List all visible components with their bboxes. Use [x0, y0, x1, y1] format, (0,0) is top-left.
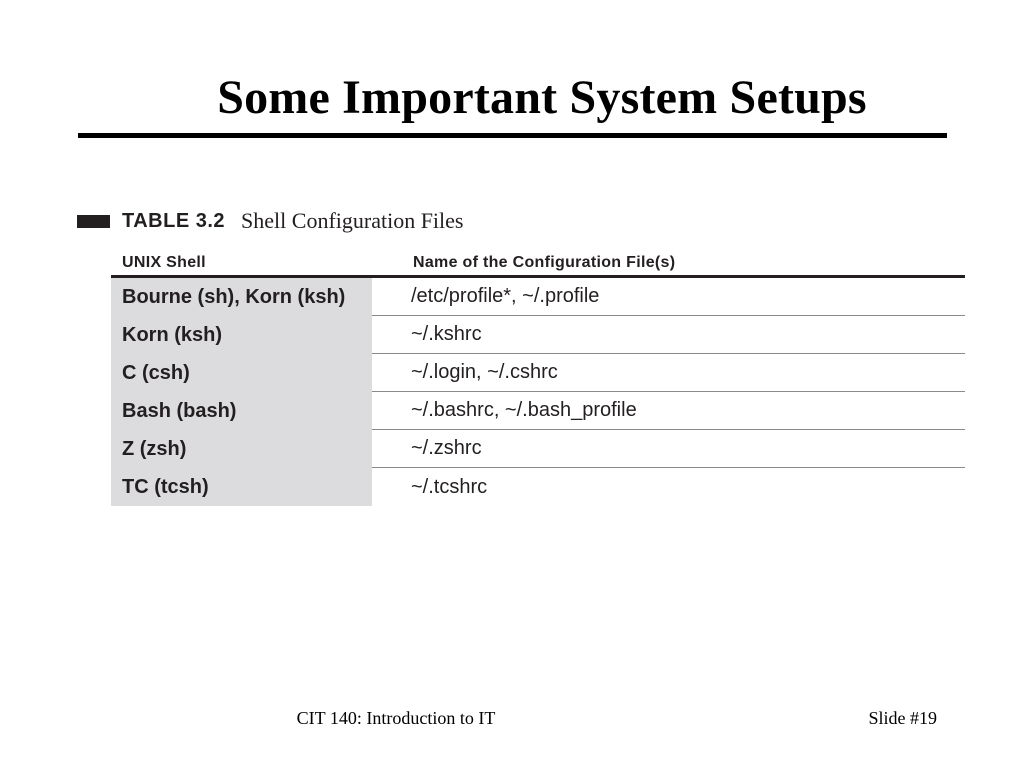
caption-marker [77, 215, 110, 228]
table-caption-text: Shell Configuration Files [241, 208, 464, 233]
table-row [111, 316, 965, 354]
table-row [111, 392, 965, 430]
shell-cell: C (csh) [111, 354, 372, 392]
shell-cell: Bourne (sh), Korn (ksh) [111, 278, 372, 316]
footer-course: CIT 140: Introduction to IT [296, 708, 496, 728]
slide-title: Some Important System Setups [217, 71, 867, 124]
config-file-cell: /etc/profile*, ~/.profile [372, 278, 965, 316]
table-row [111, 430, 965, 468]
table-row [111, 278, 965, 316]
header-unix-shell: UNIX Shell [122, 253, 206, 271]
shell-cell: Z (zsh) [111, 430, 372, 468]
config-file-cell: ~/.bashrc, ~/.bash_profile [372, 392, 965, 430]
header-config-file: Name of the Configuration File(s) [413, 253, 676, 271]
shell-config-table [111, 250, 965, 506]
table-row [111, 468, 965, 506]
config-file-cell: ~/.zshrc [372, 430, 965, 468]
config-file-cell: ~/.kshrc [372, 316, 965, 354]
config-file-cell: ~/.login, ~/.cshrc [372, 354, 965, 392]
config-file-cell: ~/.tcshrc [411, 475, 488, 498]
title-underline [78, 133, 947, 138]
shell-cell: Bash (bash) [111, 392, 372, 430]
table-row [111, 354, 965, 392]
shell-cell: Korn (ksh) [111, 316, 372, 354]
table-caption [77, 204, 464, 238]
table-label: TABLE 3.2 [122, 209, 226, 232]
footer-slide-number: Slide #19 [868, 708, 937, 728]
table-header [111, 250, 965, 278]
shell-cell: TC (tcsh) [111, 468, 372, 506]
